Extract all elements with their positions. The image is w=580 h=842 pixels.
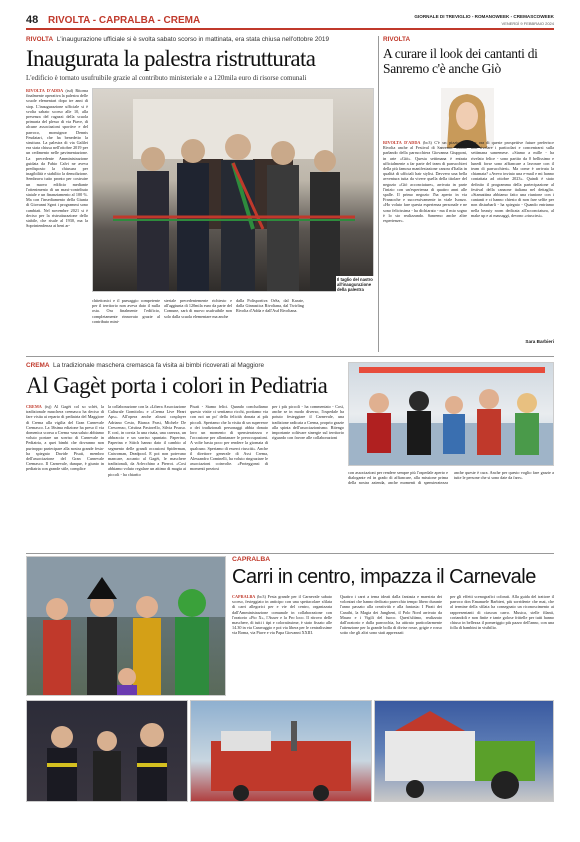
article-body-col5: con associazioni per rendere sempre più l'ospedale aperto e dialogante ed in grado di affiancare, alla missione prima della nostra azienda, anche momenti di spensieratezza anche queste è cura. Anche per questo voglio fare grazie a tutte le persone che si sono date da fare». [348,470,554,486]
article-body-col2: Quattro i carri a tema ideati dalla fantasia e maestria dei volontari che hanno dedicato parecchio tempo libero durante l'anno passato alla creatività e alla fantasia: I Pirati dei Caraibi, la Magia dei Jungheni, il Polo Nord arrivato da Mauro e i Vigili del fuoco. Quest'ultimo, realizzato dall'oratorio e dalla parrocchia, ha attirato particolarmente l'attenzione per la grande bolla di divise rosse, grigie e rosso sotto che gli altri sono stati apprezzati [340,594,442,636]
article-text: (bc3) C'è un pizzico di Rivolta anche al Festival di Sanremo: stiamo parlando della parrucchiera Giovanna Giupponi, in arte «Giò». Questa settimana è entrata ufficialmente a far parte del team di parrucchieri della più famosa manifestazione canora d'Italia in qualità di ufficiali hair stylist. Davvero una bella avventura tutta da vivere quella della titolare del negozio «Giò acconciature», arrivata in parte l'inizio con un'esperienza di quattro anni alle spalle. Il primo negozio l'ha aperto in via Franzoche e successivamente in viale Isonzo. «Ho voluto fare questa esperienza personale e ne sono felicissima - ha dichiarato - ma il mio sogno è lo sto realizzando. Sanremo anche altre esperienze». [383,140,467,224]
article-title: Al Gagèt porta i colori in Pediatria [26,373,328,398]
photo-pediatria [348,362,554,466]
article-kicker: RIVOLTA [383,36,411,43]
article-summary: La tradizionale maschera cremasca fa visita ai bimbi ricoverati al Maggiore [53,362,265,369]
article-body-col1 [26,404,104,546]
photo-ribbon-cutting [92,88,374,292]
section-divider [26,553,554,554]
photo-tractor-float [374,700,554,802]
article-sanremo [383,36,554,354]
article-dateline: RIVOLTA D'ADDA [383,140,421,145]
article-body-col3: Pisati - Siamo felici. Quando concludiamo questo visite ci sentiamo ricchi, portiamo via con noi un po' della felicità donata ai più piccoli. Speriamo che la visita di un supereroe o dei tradizionali personaggi abbia donato loro un momento di spensieratezza e l'occasione per allontanare le preoccupazioni. A volte basta poco per rendere la giornata di qualcuno. Speriamo di esserci riusciti». Anche il direttore generale di Asst Crema, Alessandro Cominelli, ha voluto ringraziare le associazioni coinvolte. «Proteggonsi di momenti preziosi [190,404,268,472]
article-kicker-line [26,36,374,43]
article-summary: L'inaugurazione ufficiale si è svolta sabato scorso in mattinata, era stata chiusa nell'ottobre 2019 [56,36,330,43]
photo-carnival-kids [26,556,226,696]
article-body-col3: per gli effetti scenografici colorati. Alla guida del trattore il parroco don Emanuele Barbieri, più sorridente che mai, che al termine della sfilata ha consegnato un riconoscimento ai rappresentanti di ciascun carro. Musica, stelle filanti, coriandoli e non finite e tante golose frittelle per tutti hanno chiuso in bellezza il pomeriggio più pazzo dell'anno, con una folla di bambini in visibilio. [450,594,554,631]
article-body-col1 [383,140,467,346]
section-divider [26,356,554,357]
article-kicker: RIVOLTA [26,36,54,43]
issue-date: VENERDÌ 9 FEBBRAIO 2024 [501,21,554,26]
article-kicker-line [26,362,326,369]
firefighters-illustration [27,701,188,802]
tractor-float-illustration [375,701,554,802]
photo-firefighters [26,700,188,802]
article-text: (bc3) Festa grande per il Carnevale sabato scorso, festeggiato in anticipo con una spettacolare sfilata di carri allegorici per e vie del centro, organizzata dall'Amministrazione comunale in collaborazione con l'oratorio «Pio X», l'Auser e la Pro loco. Il ritrovo delle maschere, di tutti i tipi e coloratissime, è stato fissato alle 14.30 in via Caravaggio e poi via libera per le centralissime via Roma, via Piave e via Papa Giovanni XXIII. [232,594,332,636]
photo-hairstylist [441,88,494,148]
article-kicker: CREMA [26,362,50,369]
article-palestra [26,36,374,354]
article-title: A curare il look dei cantanti di Sanremo c'è anche Giò [383,46,538,76]
photo-caption: Il taglio del nastro all'inaugurazione della palestra [337,277,373,292]
article-dateline: CREMA [26,404,42,409]
article-subtitle: L'edificio è tornato usufruibile grazie al contributo ministeriale e a 120mila euro di risorse comunali [26,74,307,82]
article-gaget [26,362,554,550]
article-body-col2: la collaborazione con la «Libera Associazione Culturale Gomitolo» e «Crema Live Heart Aps». All'opera anche alcuni cosplayer Adriano Cesto, Bianca Frasi, Michele De Crescenzo, Cristina Pastorello, Silvia Prusso. E così, in corsia la una risata, una carezza, un abbraccio e un sorriso spuntato. Paperino, Paperina e Stitch hanno dato il cambio al segmento delle grandi occasioni Spiderman, Catwoman, Deadpool. E poi non potevano mancare, accanto al Gagèt, le maschere tradizionali, da Arlecchino a Pierrot. «Così abbiamo voluto regalare un attimo di magia ai piccoli - ha chiarito [108,404,186,477]
article-body-col4: per i più piccoli - ha commentato - Così, anche se in modo diverso, l'ospedale ha potuto festeggiare il Carnevale, una tradizione radicata a Crema, proprio grazie alla spinta dell'associazionismo. Ritengo importante coltivare sinergie sul territorio riguardo con favore alle collaborazioni [272,404,344,441]
article-author: Sara Barbieri [525,339,554,344]
paper-name: GIORNALE DI TREVIGLIO - ROMANOWEEK - CREMASCOWEEK [414,14,554,19]
portrait-illustration [441,88,494,148]
article-dateline: CAPRALBA [232,594,256,599]
article-text: (tsj) Al Gagèt col so schèt, la tradizionale maschera cremasca ha deciso di fare visita ai reparto di pediatria del Maggiore di Crema alla vigilia del Gran Carnevale Cremasco. La 36sima edizione ha preso il via domenica scorsa a Crema -una saluto abbiamo voluto portare un sorriso di Carnevale in Pediatria, a quei bimbi che dovranno non purtroppo partecipare alla nostra grande festa- ha spiegato Davide Pisati, membro dell'associazione del Gran Carnevale Cremasco. Il Carnevale, dunque, è giunto in pediatria con grande stile, complice [26,404,104,472]
article-title: Carri in centro, impazza il Carnevale [232,566,536,588]
page-number: 48 [26,14,39,26]
article-body-col1 [232,594,332,694]
photo-carnival-float [190,700,372,802]
article-body-col3: steriale precedentemente richiesto e all'aggiunta di 120mila euro da parte del Comune, sarà di nuovo usufruibile non solo dalla scuola elementare ma anche [164,298,232,319]
article-kicker: CAPRALBA [232,556,271,563]
article-dateline: RIVOLTA D'ADDA [26,88,64,93]
pediatria-illustration [349,363,554,466]
carnival-kids-illustration [27,557,226,696]
article-body-col4: dalla Polisportiva OrSa, dal Karate, dalla Ginnastica Rivoltana, dal Twirling Rivolta d'Adda e dall'Asd Rivoltana. [236,298,304,314]
carnival-float-illustration [191,701,372,802]
section-names: RIVOLTA - CAPRALBA - CREMA [48,15,201,26]
article-body-col2: Per ora di queste prospettive future preferisce non rivelare i particolari e concentrarsi sulla settimana sanremese. «Siamo a mille - ha rivelato felice - sono partito da 0 bellissimo e lunedì forse sono affiancare a lavorare con il team di parrucchieri». Ma come è arrivata la chiamata? «Avevo inviato una e-mail e mi hanno contattata ad ottobre 2023». Quindi è stato definito il programma della partecipazione al festival della canzone italiana nel dettaglio. «Stamattina abbiamo fatto una riunione con i cantanti e ci hanno chiesto di non fare selfie per non disturbarli - ha spiegato - Quando entriamo nella beauty room dedicata all'acconciatura, al make up e ai massaggi, devono «riuscirsi». [471,140,554,218]
ribbon-cutting-illustration [93,89,374,292]
article-capralba [232,556,554,694]
column-divider [378,36,379,352]
article-text: (tsd) Ritorna finalmente operativa la palestra delle scuole elementari dopo tre anni di stop. L'inaugurazione ufficiale si è svolta sabato scorso alle 10, alla presenza del ragazzi della scuola primaria del plesso di via Piave, di alcune associazioni sportive e del parroco, monsignor Dennis Feudatari, che ha benedetto la struttura. La palestra di via Galilei era stata chiusa nell'ottobre 2019 per un cedimento nelle pavimentazione. La precedente Amministrazione guidata da Fabio Calvi ne aveva predisposto la chiusura per inagibilità e stabilito la demolizione. Sembrava tutto pronto per costruire un nuovo edificio mediante l'ottenimento di un maxi-contributo statale e un finanziamento al 100 %. Ma con l'insediamento della Giunta di Giovanni Sgroi i programmi sono cambiati. Nel novembre 2021 si è deciso per la ristrutturazione dello stabile, che risale al 1930, ma la Soprintendenza ai beni ar- [26,88,88,229]
article-body-col1 [26,88,88,350]
article-title: Inaugurata la palestra ristrutturata [26,46,316,71]
article-body-col2: chitettonici e il paesaggio competente per il territorio non aveva dato il nulla osta. Ora finalmente l'edificio, completamente rinnovato grazie al contributo mini- [92,298,160,324]
page-header [26,14,554,30]
